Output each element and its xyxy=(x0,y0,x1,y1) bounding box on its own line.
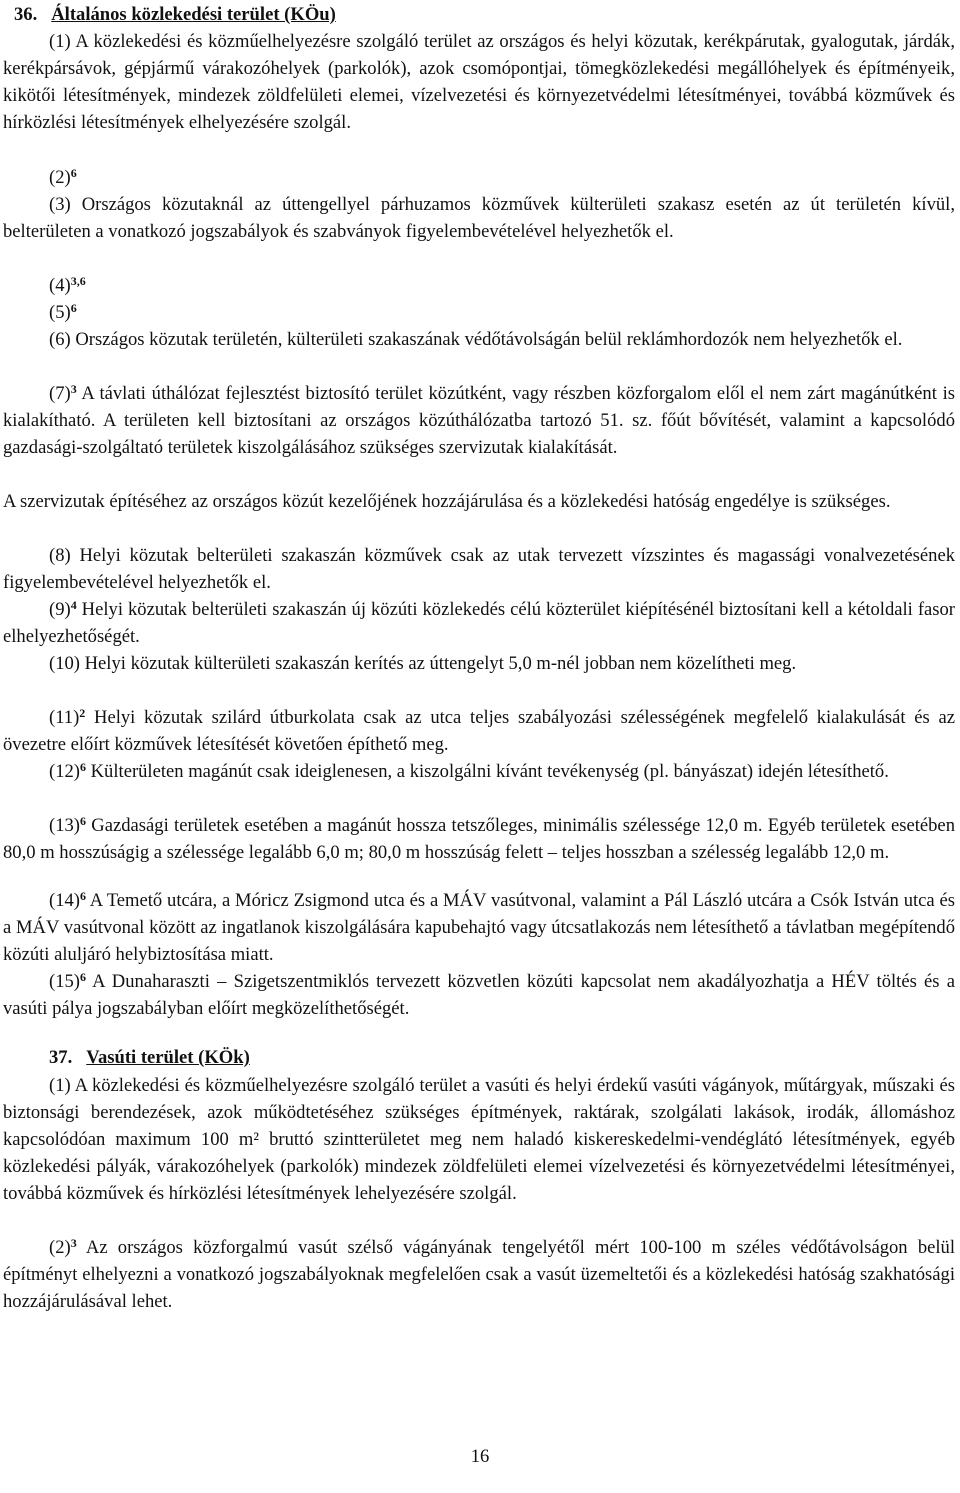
s36-paragraph-12: $(12)^6$ Külterületen magánút csak ideiglenesen, a kiszolgálni kívánt tevékenység (pl. bányászat) idején létesíthető. xyxy=(49,760,889,782)
s37-paragraph-2: $(2)^3$ Az országos közforgalmú vasút szélső vágányának tengelyétől mért 100-100 m széles védőtávolságon belül építményt elhelyezni a vonatkozó jogszabályoknak megfelelően csak a vasút üzemeltetői és a közlekedési hatóság szakhatósági hozzájárulásával lehet. xyxy=(3,1236,955,1312)
section-37-title: Vasúti terület (KÖk) xyxy=(86,1047,250,1068)
s36-paragraph-5: $(5)^6$ xyxy=(49,301,77,323)
footnote-ref: 2 xyxy=(79,706,86,720)
s36-paragraph-3: (3) Országos közutaknál az úttengellyel párhuzamos közművek külterületi szakasz esetén az út területén kívül, belterületen a vonatkozó jogszabályok és szabványok figyelembevételével helyezhetők el. xyxy=(3,194,955,242)
s36-paragraph-2: $(2)^6$ xyxy=(49,166,77,188)
footnote-ref: 4 xyxy=(70,598,77,612)
footnote-ref: 3,6 xyxy=(70,274,86,288)
s36-paragraph-10: (10) Helyi közutak külterületi szakaszán kerítés az úttengelyt 5,0 m-nél jobban nem közelítheti meg. xyxy=(49,653,797,674)
section-36-title: Általános közlekedési terület (KÖu) xyxy=(51,4,336,25)
footnote-ref: 6 xyxy=(79,889,86,903)
section-37-heading xyxy=(49,1045,250,1072)
s36-paragraph-15: $(15)^6$ A Dunaharaszti – Szigetszentmiklós tervezett közvetlen közúti kapcsolat nem akadályozhatja a HÉV töltés és a vasúti pálya jogszabályban előírt megközelíthetőségét. xyxy=(3,970,955,1019)
s36-paragraph-1: (1) A közlekedési és közműelhelyezésre szolgáló terület az országos és helyi közutak, kerékpárutak, gyalogutak, járdák, kerékpársávok, gépjármű várakozóhelyek (parkolók), azok csomópontjai, tömegközlekedési megállóhelyek és építményeik, kikötői létesítmények, mindezek zöldfelületi elemei, vízelvezetési és környezetvédelmi létesítményei, továbbá közművek és hírközlési létesítmények elhelyezésére szolgál. xyxy=(3,31,955,133)
section-36-number: 36. xyxy=(14,4,38,25)
s36-paragraph-13: $(13)^6$ Gazdasági területek esetében a magánút hossza tetszőleges, minimális szélessége 12,0 m. Egyéb területek esetében 80,0 m hosszúságig a szélessége legalább 6,0 m; 80,0 m hosszúság felett – teljes hosszban a szélesség legalább 12,0 m. xyxy=(3,814,955,863)
section-37-number: 37. xyxy=(49,1047,73,1068)
footnote-ref: 6 xyxy=(79,970,86,984)
s36-paragraph-7-continuation: A szervizutak építéséhez az országos közút kezelőjének hozzájárulása és a közlekedési hatóság engedélye is szükséges. xyxy=(3,491,891,512)
s36-paragraph-14: $(14)^6$ A Temető utcára, a Móricz Zsigmond utca és a MÁV vasútvonal, valamint a Pál László utcára a Csók István utca és a MÁV vasútvonal között az ingatlanok kiszolgálására kapubehajtó vagy útcsatlakozás nem létesíthető a távlatban megépítendő közúti aluljáró helybiztosítása miatt. xyxy=(3,889,955,965)
footnote-ref: 3 xyxy=(70,1236,77,1250)
footnote-ref: 6 xyxy=(70,301,77,315)
s36-paragraph-6: (6) Országos közutak területén, külterületi szakaszának védőtávolságán belül reklámhordozók nem helyezhetők el. xyxy=(49,329,903,350)
s36-paragraph-7: $(7)^3$ A távlati úthálózat fejlesztést biztosító terület közútként, vagy részben közforgalom elől el nem zárt magánútként is kialakítható. A területen kell biztosítani az országos közúthálózatba tartozó 51. sz. főút bővítését, valamint a kapcsolódó gazdasági-szolgáltató területek kiszolgálásához szükséges szervizutak kialakítását. xyxy=(3,382,955,458)
s36-paragraph-4: $(4)^{3,6}$ xyxy=(49,274,86,296)
s36-paragraph-8: (8) Helyi közutak belterületi szakaszán közművek csak az utak tervezett vízszintes és magassági vonalvezetésének figyelembevételével helyezhetők el. xyxy=(3,545,955,593)
page-number: 16 xyxy=(470,1446,490,1467)
s36-paragraph-11: $(11)^2$ Helyi közutak szilárd útburkolata csak az utca teljes szabályozási szélességének megfelelő kialakulását és az övezetre előírt közművek létesítését követően építhető meg. xyxy=(3,706,955,755)
s37-paragraph-1: (1) A közlekedési és közműelhelyezésre szolgáló terület a vasúti és helyi érdekű vasúti vágányok, műtárgyak, műszaki és biztonsági berendezések, azok működtetéséhez szükséges építmények, raktárak, szolgálati lakások, irodák, állomáshoz kapcsolódóan maximum 100 m² bruttó szintterületet meg nem haladó kiskereskedelmi-vendéglátó létesítmények, egyéb közlekedési pályák, várakozóhelyek (parkolók) mindezek zöldfelületi elemei vízelvezetési és környezetvédelmi létesítményei, továbbá közművek és hírközlési létesítmények lehelyezésére szolgál. xyxy=(3,1075,955,1204)
footnote-ref: 6 xyxy=(70,166,77,180)
s36-paragraph-9: $(9)^4$ Helyi közutak belterületi szakaszán új közúti közlekedés célú közterület kiépítésénél biztosítani kell a kétoldali fasor elhelyezhetőségét. xyxy=(3,598,955,647)
section-36-heading xyxy=(14,2,336,29)
footnote-ref: 6 xyxy=(79,760,86,774)
footnote-ref: 6 xyxy=(79,814,86,828)
footnote-ref: 3 xyxy=(70,382,77,396)
